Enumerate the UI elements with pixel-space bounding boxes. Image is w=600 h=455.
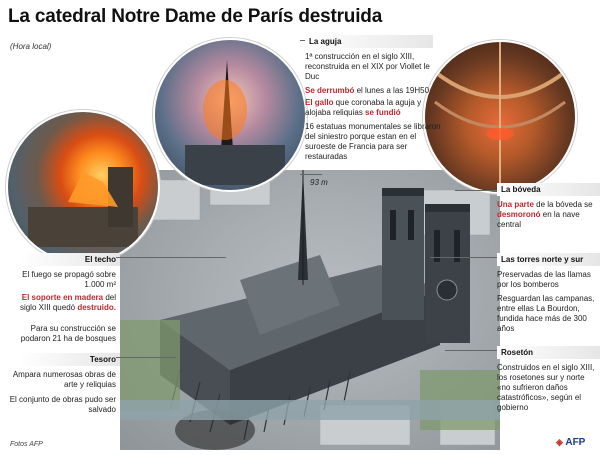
spire-fire-photo xyxy=(153,38,307,192)
aguja-melted: se fundió xyxy=(365,108,401,117)
aguja-text-3 xyxy=(305,98,445,118)
techo-wood: El soporte en madera xyxy=(21,293,104,302)
tesoro-text-1: Ampara numerosas obras de arte y reliquias xyxy=(12,370,116,389)
leader-aguja xyxy=(300,40,305,41)
techo-text-2 xyxy=(8,293,116,313)
afp-logo xyxy=(556,437,585,448)
aguja-text-4: 16 estatuas monumentales se libraron del siniestro porque estan en el suroeste de Francia para ser restauradas xyxy=(305,122,441,161)
boveda-collapsed: desmoronó xyxy=(497,210,541,219)
aguja-text-2 xyxy=(305,86,440,96)
techo-text-1: El fuego se propagó sobre 1.000 m² xyxy=(22,270,116,289)
aguja-text-1: 1ª construcción en el siglo XIII, reconstruida en el XIX por Viollet le Duc xyxy=(305,52,430,81)
vault-illustration xyxy=(425,42,575,192)
roof-fire-photo xyxy=(6,110,160,264)
boveda-mid: de la bóveda se xyxy=(533,200,593,209)
boveda-part: Una parte xyxy=(497,200,534,209)
aguja-collapsed: Se derrumbó xyxy=(305,86,355,95)
torres-header: Las torres norte y sur xyxy=(497,253,600,266)
height-label: 93 m xyxy=(310,178,328,187)
spire-fire-illustration xyxy=(155,40,305,190)
tesoro-text-2: El conjunto de obras pudo ser salvado xyxy=(9,395,116,414)
aguja-rooster-desc: que coronaba la aguja y alojaba reliquias xyxy=(305,98,422,117)
leader-boveda xyxy=(455,190,497,191)
aguja-collapsed-time: el lunes a las 19H50 xyxy=(354,86,430,95)
roseton-header: Rosetón xyxy=(497,346,600,359)
torres-text-2: Resguardan las campanas, entre ellas La Bourdon, fundida hace más de 300 años xyxy=(497,294,595,333)
techo-text-3: Para su construcción se podaron 21 ha de bosques xyxy=(20,324,116,343)
boveda-header: La bóveda xyxy=(497,183,600,196)
photo-credit: Fotos AFP xyxy=(10,441,43,448)
techo-destroyed: destruido. xyxy=(77,303,116,312)
aerial-view xyxy=(120,170,500,450)
boveda-end: en la nave central xyxy=(497,210,580,229)
page-title: La catedral Notre Dame de París destruida xyxy=(8,6,383,27)
boveda-text xyxy=(497,200,595,230)
leader-tesoro xyxy=(116,357,176,358)
leader-torres xyxy=(430,257,497,258)
height-guide xyxy=(300,174,322,175)
vault-photo xyxy=(423,40,577,194)
roseton-text: Construidos en el siglo XIII, los rosetones sur y norte «no sufrieron daños catastróficos», según el gobierno xyxy=(497,363,595,412)
leader-roseton xyxy=(445,350,497,351)
techo-century: del siglo XIII quedó xyxy=(19,293,116,312)
aguja-header: La aguja xyxy=(305,35,433,48)
techo-header: El techo xyxy=(20,253,120,266)
tesoro-header: Tesoro xyxy=(20,353,120,366)
leader-techo xyxy=(116,257,226,258)
afp-logo-icon: ◈ xyxy=(556,437,563,447)
aguja-rooster: El gallo xyxy=(305,98,334,107)
afp-logo-text: AFP xyxy=(565,437,586,448)
torres-text-1: Preservadas de las llamas por los bomberos xyxy=(497,270,591,289)
roof-fire-illustration xyxy=(8,112,158,262)
time-note: (Hora local) xyxy=(10,42,52,51)
